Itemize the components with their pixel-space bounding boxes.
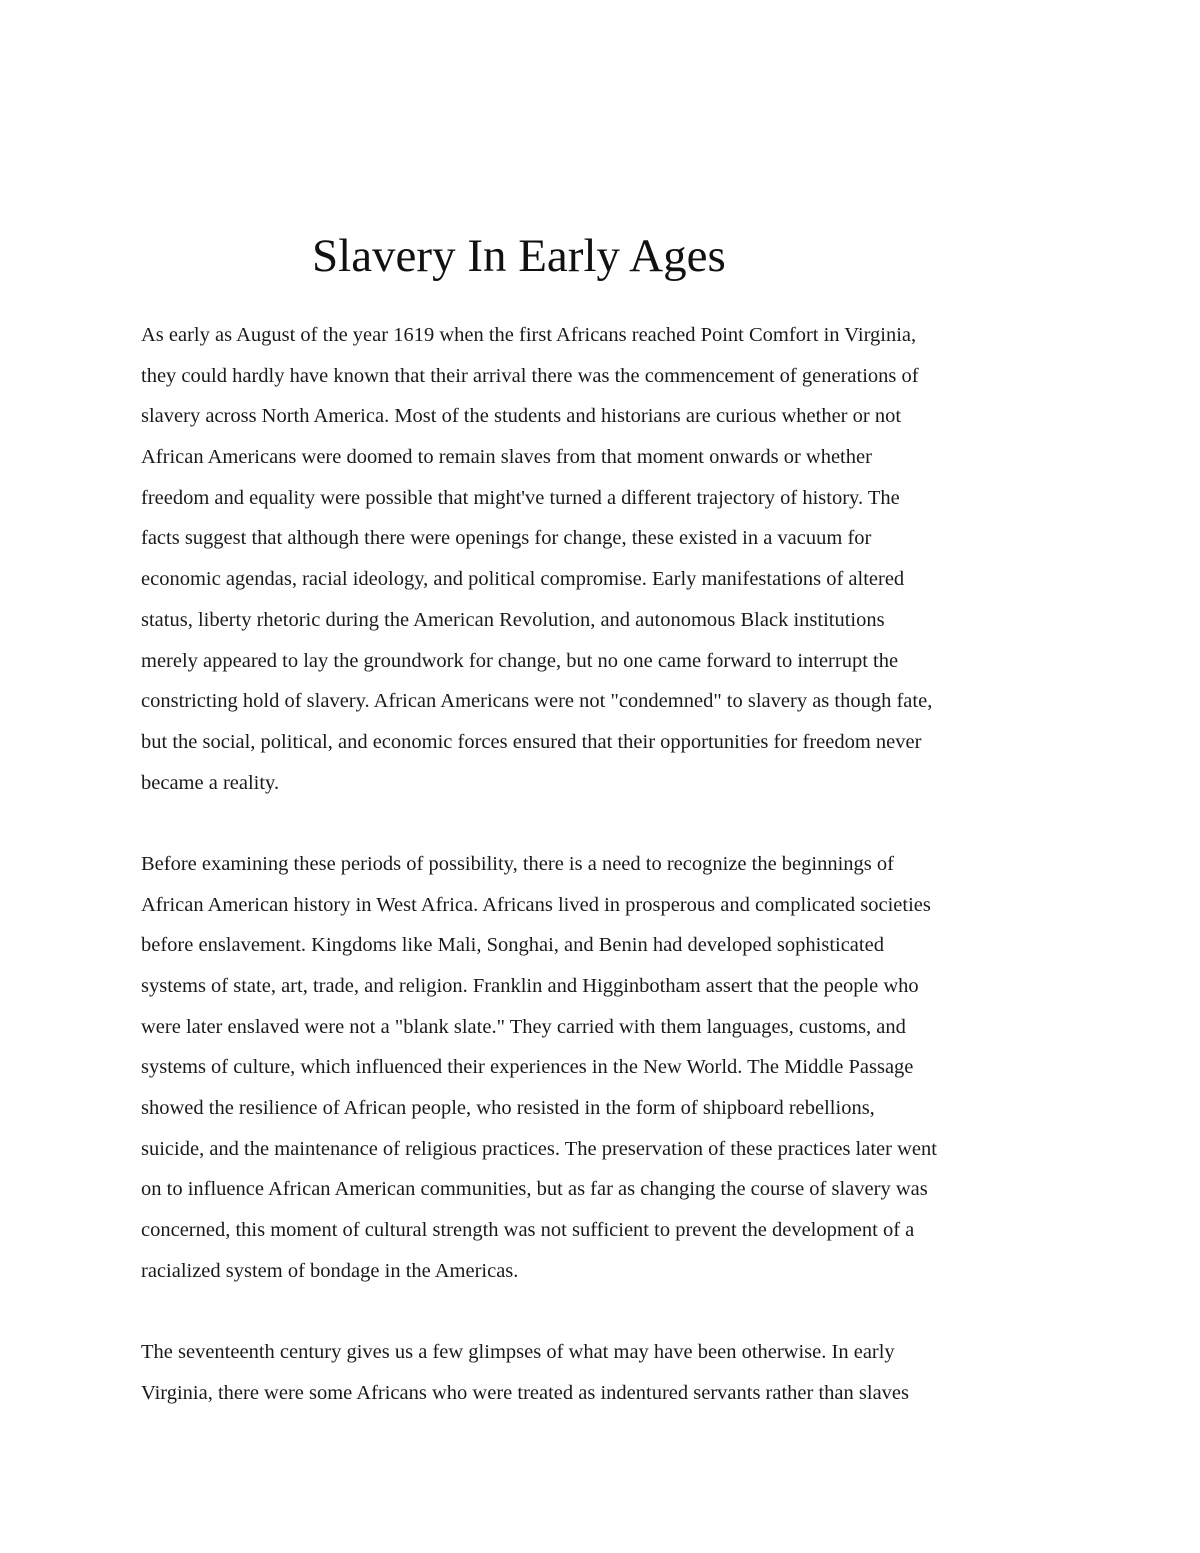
- document-body: [141, 315, 1071, 1414]
- text-line: slavery across North America. Most of the students and historians are curious whether or not: [141, 405, 902, 428]
- text-line: concerned, this moment of cultural strength was not sufficient to prevent the development of a: [141, 1219, 915, 1242]
- text-line: Virginia, there were some Africans who were treated as indentured servants rather than slaves: [141, 1381, 909, 1404]
- text-line: but the social, political, and economic forces ensured that their opportunities for freedom never: [141, 730, 922, 753]
- text-line: racialized system of bondage in the Americas.: [141, 1259, 519, 1282]
- text-line: Before examining these periods of possibility, there is a need to recognize the beginnings of: [141, 852, 894, 875]
- text-line: systems of culture, which influenced their experiences in the New World. The Middle Passage: [141, 1056, 914, 1079]
- text-line: The seventeenth century gives us a few glimpses of what may have been otherwise. In early: [141, 1341, 895, 1364]
- text-line: became a reality.: [141, 771, 280, 794]
- text-line: were later enslaved were not a "blank slate." They carried with them languages, customs, and: [141, 1015, 906, 1038]
- text-line: constricting hold of slavery. African Americans were not "condemned" to slavery as though fate,: [141, 690, 933, 713]
- text-line: they could hardly have known that their arrival there was the commencement of generations of: [141, 364, 919, 387]
- text-line: suicide, and the maintenance of religious practices. The preservation of these practices later went: [141, 1137, 937, 1160]
- text-line: before enslavement. Kingdoms like Mali, Songhai, and Benin had developed sophisticated: [141, 934, 884, 957]
- text-line: economic agendas, racial ideology, and political compromise. Early manifestations of altered: [141, 568, 905, 591]
- text-line: merely appeared to lay the groundwork for change, but no one came forward to interrupt the: [141, 649, 899, 672]
- paragraph-2: [141, 844, 1071, 1292]
- text-line: systems of state, art, trade, and religion. Franklin and Higginbotham assert that the people who: [141, 975, 919, 997]
- text-line: showed the resilience of African people, who resisted in the form of shipboard rebellions,: [141, 1097, 875, 1120]
- text-line: facts suggest that although there were openings for change, these existed in a vacuum for: [141, 527, 872, 550]
- text-line: As early as August of the year 1619 when the first Africans reached Point Comfort in Virginia,: [141, 324, 917, 346]
- document-title: Slavery In Early Ages: [312, 230, 726, 282]
- text-line: African American history in West Africa. Africans lived in prosperous and complicated societies: [141, 893, 931, 916]
- paragraph-1: [141, 315, 1071, 803]
- text-line: on to influence African American communities, but as far as changing the course of slavery was: [141, 1178, 928, 1201]
- text-line: freedom and equality were possible that might've turned a different trajectory of history. The: [141, 486, 900, 509]
- text-line: status, liberty rhetoric during the American Revolution, and autonomous Black institutions: [141, 608, 885, 631]
- text-line: African Americans were doomed to remain slaves from that moment onwards or whether: [141, 446, 872, 469]
- paragraph-3: [141, 1332, 1071, 1413]
